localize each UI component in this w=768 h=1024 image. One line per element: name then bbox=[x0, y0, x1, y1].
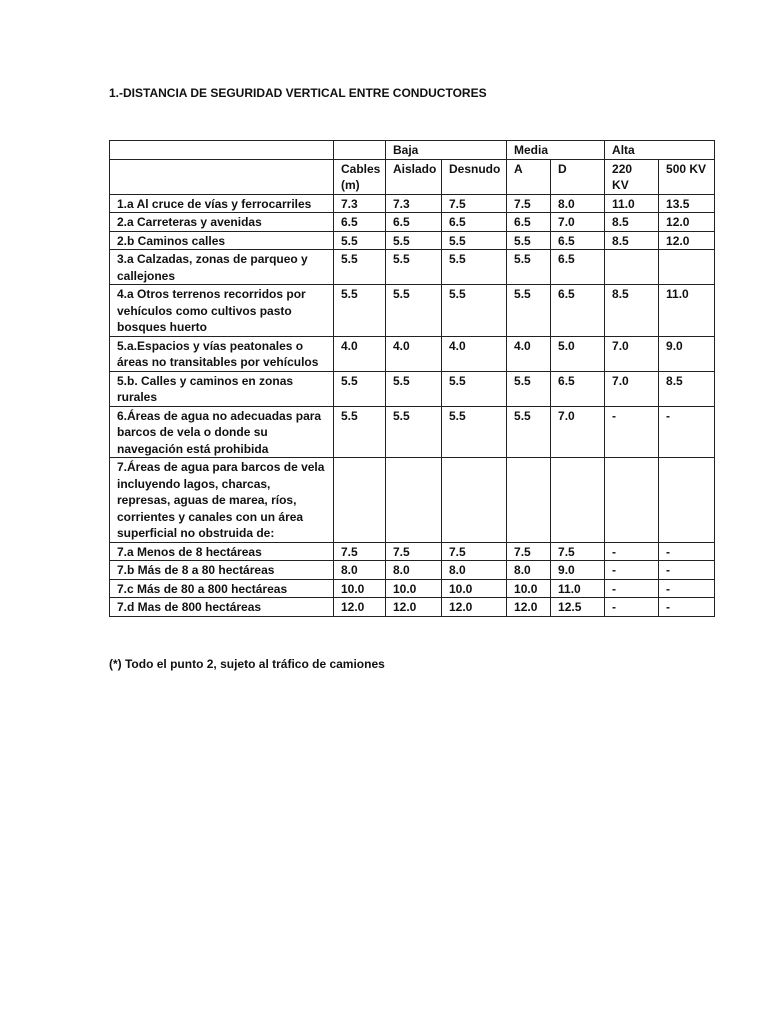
row-label: 2.a Carreteras y avenidas bbox=[110, 213, 334, 232]
value-cell bbox=[334, 458, 386, 543]
value-cell: 9.0 bbox=[551, 561, 605, 580]
value-cell: - bbox=[659, 598, 715, 617]
column-header-a: A bbox=[507, 159, 551, 194]
table-row bbox=[110, 579, 715, 598]
value-cell: 12.0 bbox=[442, 598, 507, 617]
value-cell: 12.0 bbox=[386, 598, 442, 617]
value-cell: - bbox=[659, 579, 715, 598]
value-cell: 6.5 bbox=[507, 213, 551, 232]
value-cell: 5.5 bbox=[507, 250, 551, 285]
row-label: 7.b Más de 8 a 80 hectáreas bbox=[110, 561, 334, 580]
value-cell: - bbox=[605, 598, 659, 617]
document-title: 1.-DISTANCIA DE SEGURIDAD VERTICAL ENTRE CONDUCTORES bbox=[109, 86, 487, 100]
value-cell: 10.0 bbox=[507, 579, 551, 598]
column-header-220kv: 220 KV bbox=[605, 159, 659, 194]
table-row bbox=[110, 285, 715, 337]
column-header-desnudo: Desnudo bbox=[442, 159, 507, 194]
value-cell: 4.0 bbox=[386, 336, 442, 371]
value-cell: 8.0 bbox=[507, 561, 551, 580]
value-cell: - bbox=[659, 542, 715, 561]
empty-group-cell bbox=[334, 141, 386, 160]
value-cell: 5.5 bbox=[442, 285, 507, 337]
value-cell: 10.0 bbox=[386, 579, 442, 598]
value-cell bbox=[507, 458, 551, 543]
value-cell: 4.0 bbox=[334, 336, 386, 371]
value-cell: - bbox=[659, 561, 715, 580]
column-header-row bbox=[110, 159, 715, 194]
value-cell: 5.5 bbox=[334, 250, 386, 285]
value-cell: 6.5 bbox=[442, 213, 507, 232]
table-row bbox=[110, 371, 715, 406]
value-cell bbox=[442, 458, 507, 543]
value-cell: 8.0 bbox=[551, 194, 605, 213]
value-cell: 7.3 bbox=[334, 194, 386, 213]
row-label: 4.a Otros terrenos recorridos por vehículos como cultivos pasto bosques huerto bbox=[110, 285, 334, 337]
value-cell: 10.0 bbox=[334, 579, 386, 598]
value-cell: 7.5 bbox=[551, 542, 605, 561]
value-cell: 7.0 bbox=[605, 371, 659, 406]
value-cell: 12.0 bbox=[334, 598, 386, 617]
value-cell: 6.5 bbox=[551, 250, 605, 285]
row-label: 7.d Mas de 800 hectáreas bbox=[110, 598, 334, 617]
value-cell: 5.5 bbox=[507, 285, 551, 337]
table-row bbox=[110, 598, 715, 617]
row-label: 7.Áreas de agua para barcos de vela incluyendo lagos, charcas, represas, aguas de marea, ríos, corrientes y canales con un área superficial no obstruida de: bbox=[110, 458, 334, 543]
value-cell: 5.5 bbox=[386, 371, 442, 406]
value-cell bbox=[659, 250, 715, 285]
value-cell: - bbox=[605, 406, 659, 458]
value-cell: 7.5 bbox=[386, 542, 442, 561]
value-cell: 8.5 bbox=[605, 285, 659, 337]
group-baja: Baja bbox=[386, 141, 507, 160]
value-cell: 8.5 bbox=[605, 231, 659, 250]
column-header-d: D bbox=[551, 159, 605, 194]
value-cell: 8.5 bbox=[659, 371, 715, 406]
table-row bbox=[110, 406, 715, 458]
value-cell: 5.5 bbox=[507, 371, 551, 406]
corner-cell bbox=[110, 141, 334, 160]
row-label: 7.a Menos de 8 hectáreas bbox=[110, 542, 334, 561]
row-label: 1.a Al cruce de vías y ferrocarriles bbox=[110, 194, 334, 213]
value-cell: 5.5 bbox=[386, 231, 442, 250]
table-row bbox=[110, 542, 715, 561]
value-cell bbox=[659, 458, 715, 543]
value-cell: 12.0 bbox=[507, 598, 551, 617]
value-cell: 8.0 bbox=[386, 561, 442, 580]
value-cell: 5.5 bbox=[442, 250, 507, 285]
column-header-aislado: Aislado bbox=[386, 159, 442, 194]
value-cell: 5.5 bbox=[442, 406, 507, 458]
value-cell: 6.5 bbox=[551, 231, 605, 250]
value-cell bbox=[605, 250, 659, 285]
value-cell: 7.5 bbox=[507, 542, 551, 561]
value-cell bbox=[551, 458, 605, 543]
label-header-cell bbox=[110, 159, 334, 194]
value-cell: 6.5 bbox=[551, 371, 605, 406]
value-cell: 5.5 bbox=[507, 231, 551, 250]
value-cell: 11.0 bbox=[605, 194, 659, 213]
row-label: 5.b. Calles y caminos en zonas rurales bbox=[110, 371, 334, 406]
value-cell: 12.0 bbox=[659, 213, 715, 232]
value-cell: 7.0 bbox=[551, 406, 605, 458]
value-cell: 8.0 bbox=[442, 561, 507, 580]
value-cell: 5.5 bbox=[507, 406, 551, 458]
value-cell: 5.5 bbox=[386, 250, 442, 285]
row-label: 5.a.Espacios y vías peatonales o áreas no transitables por vehículos bbox=[110, 336, 334, 371]
value-cell bbox=[605, 458, 659, 543]
value-cell: 7.3 bbox=[386, 194, 442, 213]
row-label: 3.a Calzadas, zonas de parqueo y callejones bbox=[110, 250, 334, 285]
value-cell: - bbox=[605, 561, 659, 580]
value-cell: 8.0 bbox=[334, 561, 386, 580]
group-alta: Alta bbox=[605, 141, 715, 160]
table-row bbox=[110, 231, 715, 250]
value-cell: 4.0 bbox=[442, 336, 507, 371]
value-cell: 5.5 bbox=[442, 231, 507, 250]
table-row bbox=[110, 336, 715, 371]
value-cell: - bbox=[659, 406, 715, 458]
value-cell: 5.5 bbox=[334, 371, 386, 406]
value-cell: 6.5 bbox=[386, 213, 442, 232]
footnote: (*) Todo el punto 2, sujeto al tráfico de camiones bbox=[109, 657, 385, 671]
value-cell: 11.0 bbox=[551, 579, 605, 598]
value-cell: 5.5 bbox=[334, 285, 386, 337]
value-cell: 11.0 bbox=[659, 285, 715, 337]
value-cell: - bbox=[605, 579, 659, 598]
value-cell: 10.0 bbox=[442, 579, 507, 598]
row-label: 6.Áreas de agua no adecuadas para barcos de vela o donde su navegación está prohibida bbox=[110, 406, 334, 458]
value-cell: 12.0 bbox=[659, 231, 715, 250]
value-cell bbox=[386, 458, 442, 543]
row-label: 7.c Más de 80 a 800 hectáreas bbox=[110, 579, 334, 598]
table-row bbox=[110, 213, 715, 232]
table-row bbox=[110, 561, 715, 580]
row-label: 2.b Caminos calles bbox=[110, 231, 334, 250]
table-row bbox=[110, 194, 715, 213]
table-row bbox=[110, 458, 715, 543]
value-cell: 7.5 bbox=[442, 194, 507, 213]
value-cell: 7.5 bbox=[507, 194, 551, 213]
value-cell: 7.0 bbox=[551, 213, 605, 232]
value-cell: 6.5 bbox=[551, 285, 605, 337]
value-cell: 5.5 bbox=[334, 231, 386, 250]
value-cell: 7.5 bbox=[334, 542, 386, 561]
group-header-row bbox=[110, 141, 715, 160]
value-cell: 13.5 bbox=[659, 194, 715, 213]
column-header-cables: Cables (m) bbox=[334, 159, 386, 194]
value-cell: 5.0 bbox=[551, 336, 605, 371]
value-cell: 5.5 bbox=[386, 406, 442, 458]
value-cell: 7.0 bbox=[605, 336, 659, 371]
column-header-500kv: 500 KV bbox=[659, 159, 715, 194]
value-cell: 6.5 bbox=[334, 213, 386, 232]
value-cell: 9.0 bbox=[659, 336, 715, 371]
value-cell: - bbox=[605, 542, 659, 561]
clearance-table bbox=[109, 140, 715, 617]
value-cell: 8.5 bbox=[605, 213, 659, 232]
value-cell: 7.5 bbox=[442, 542, 507, 561]
table-row bbox=[110, 250, 715, 285]
value-cell: 5.5 bbox=[386, 285, 442, 337]
value-cell: 5.5 bbox=[442, 371, 507, 406]
group-media: Media bbox=[507, 141, 605, 160]
value-cell: 12.5 bbox=[551, 598, 605, 617]
value-cell: 5.5 bbox=[334, 406, 386, 458]
value-cell: 4.0 bbox=[507, 336, 551, 371]
